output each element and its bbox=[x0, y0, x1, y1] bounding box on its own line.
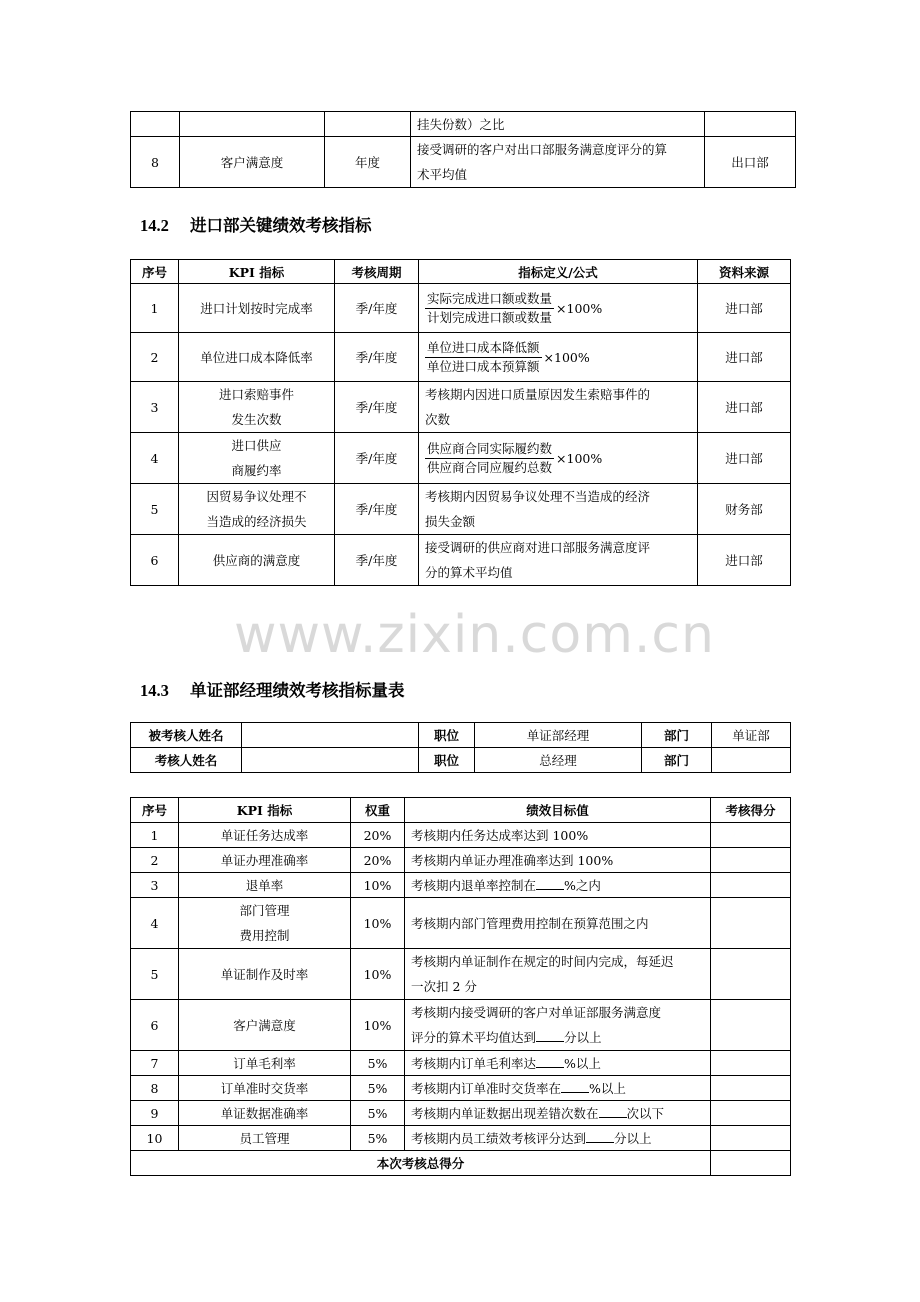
score-cell[interactable] bbox=[711, 1051, 791, 1076]
formula-cell bbox=[419, 284, 698, 333]
table-row bbox=[131, 284, 791, 333]
import-kpi-table bbox=[130, 259, 791, 586]
header-definition: 指标定义/公式 bbox=[419, 260, 698, 284]
section-heading-14-3 bbox=[140, 677, 405, 701]
kpi-cell: 单证制作及时率 bbox=[179, 949, 351, 1000]
kpi-cell: 因贸易争议处理不 当造成的经济损失 bbox=[179, 484, 335, 535]
examiner-value bbox=[242, 748, 419, 773]
source-cell: 财务部 bbox=[698, 484, 791, 535]
table-row bbox=[131, 484, 791, 535]
section-number: 14.2 bbox=[140, 216, 169, 235]
row-number: 5 bbox=[131, 484, 179, 535]
position-value: 单证部经理 bbox=[475, 723, 642, 748]
position-value: 总经理 bbox=[475, 748, 642, 773]
weight-cell: 10% bbox=[351, 1000, 405, 1051]
period-cell: 季/年度 bbox=[335, 433, 419, 484]
score-cell[interactable] bbox=[711, 1076, 791, 1101]
table-row bbox=[131, 112, 796, 137]
table-row bbox=[131, 848, 791, 873]
table-total-row bbox=[131, 1151, 791, 1176]
source-cell: 进口部 bbox=[698, 535, 791, 586]
target-cell: 考核期内单证制作在规定的时间内完成，每延迟 一次扣 2 分 bbox=[405, 949, 711, 1000]
total-score-label: 本次考核总得分 bbox=[131, 1151, 711, 1176]
kpi-cell: 客户满意度 bbox=[180, 137, 325, 188]
kpi-cell: 员工管理 bbox=[179, 1126, 351, 1151]
header-kpi: KPI 指标 bbox=[179, 798, 351, 823]
kpi-cell: 单证数据准确率 bbox=[179, 1101, 351, 1126]
formula: 供应商合同实际履约数 供应商合同应履约总数 ×100% bbox=[427, 440, 603, 475]
formula-cell bbox=[419, 333, 698, 382]
definition-cell: 挂失份数）之比 bbox=[411, 112, 705, 137]
row-number: 8 bbox=[131, 1076, 179, 1101]
definition-cell: 接受调研的供应商对进口部服务满意度评 分的算术平均值 bbox=[419, 535, 698, 586]
examiner-label: 考核人姓名 bbox=[131, 748, 242, 773]
kpi-cell: 供应商的满意度 bbox=[179, 535, 335, 586]
definition-cell: 考核期内因贸易争议处理不当造成的经济 损失金额 bbox=[419, 484, 698, 535]
section-title: 单证部经理绩效考核指标量表 bbox=[190, 681, 405, 700]
row-number: 3 bbox=[131, 873, 179, 898]
blank-line bbox=[561, 1080, 589, 1093]
row-number: 8 bbox=[131, 137, 180, 188]
source-cell: 进口部 bbox=[698, 433, 791, 484]
period-cell: 季/年度 bbox=[335, 333, 419, 382]
row-number: 5 bbox=[131, 949, 179, 1000]
header-no: 序号 bbox=[131, 798, 179, 823]
table-row bbox=[131, 433, 791, 484]
kpi-cell: 单证任务达成率 bbox=[179, 823, 351, 848]
source-cell: 进口部 bbox=[698, 333, 791, 382]
blank-line bbox=[586, 1130, 614, 1143]
weight-cell: 10% bbox=[351, 898, 405, 949]
table-row bbox=[131, 1126, 791, 1151]
formula: 实际完成进口额或数量 计划完成进口额或数量 ×100% bbox=[427, 290, 603, 325]
table-row bbox=[131, 382, 791, 433]
table-row bbox=[131, 1101, 791, 1126]
score-cell[interactable] bbox=[711, 1126, 791, 1151]
watermark-text: www.zixin.com.cn bbox=[234, 605, 715, 665]
target-cell: 考核期内接受调研的客户对单证部服务满意度 评分的算术平均值达到 分以上 bbox=[405, 1000, 711, 1051]
position-label: 职位 bbox=[419, 723, 475, 748]
row-number: 7 bbox=[131, 1051, 179, 1076]
kpi-cell: 订单准时交货率 bbox=[179, 1076, 351, 1101]
examinee-label: 被考核人姓名 bbox=[131, 723, 242, 748]
score-cell[interactable] bbox=[711, 898, 791, 949]
score-cell[interactable] bbox=[711, 1000, 791, 1051]
header-target: 绩效目标值 bbox=[405, 798, 711, 823]
header-kpi: KPI 指标 bbox=[179, 260, 335, 284]
table-row bbox=[131, 1051, 791, 1076]
formula-cell bbox=[419, 433, 698, 484]
table-top-continuation bbox=[130, 111, 796, 188]
source-cell: 进口部 bbox=[698, 382, 791, 433]
score-cell[interactable] bbox=[711, 848, 791, 873]
row-number: 6 bbox=[131, 1000, 179, 1051]
target-cell: 考核期内订单准时交货率在 %以上 bbox=[405, 1076, 711, 1101]
source-cell: 进口部 bbox=[698, 284, 791, 333]
kpi-cell: 进口计划按时完成率 bbox=[179, 284, 335, 333]
kpi-cell: 单位进口成本降低率 bbox=[179, 333, 335, 382]
weight-cell: 20% bbox=[351, 823, 405, 848]
period-cell: 季/年度 bbox=[335, 382, 419, 433]
row-number: 6 bbox=[131, 535, 179, 586]
target-cell: 考核期内部门管理费用控制在预算范围之内 bbox=[405, 898, 711, 949]
table-row bbox=[131, 535, 791, 586]
row-number: 4 bbox=[131, 898, 179, 949]
kpi-cell: 进口供应 商履约率 bbox=[179, 433, 335, 484]
row-number: 1 bbox=[131, 284, 179, 333]
target-cell: 考核期内单证数据出现差错次数在 次以下 bbox=[405, 1101, 711, 1126]
definition-cell: 接受调研的客户对出口部服务满意度评分的算 术平均值 bbox=[411, 137, 705, 188]
total-score-cell[interactable] bbox=[711, 1151, 791, 1176]
table-row bbox=[131, 1000, 791, 1051]
kpi-cell: 单证办理准确率 bbox=[179, 848, 351, 873]
blank-line bbox=[536, 1055, 564, 1068]
manager-kpi-table bbox=[130, 797, 791, 1176]
blank-line bbox=[536, 877, 564, 890]
row-number: 1 bbox=[131, 823, 179, 848]
period-cell: 季/年度 bbox=[335, 484, 419, 535]
table-header-row bbox=[131, 260, 791, 284]
header-period: 考核周期 bbox=[335, 260, 419, 284]
table-row bbox=[131, 137, 796, 188]
dept-label: 部门 bbox=[642, 723, 712, 748]
blank-line bbox=[536, 1029, 564, 1042]
header-source: 资料来源 bbox=[698, 260, 791, 284]
formula: 单位进口成本降低额 单位进口成本预算额 ×100% bbox=[427, 339, 590, 374]
kpi-cell: 客户满意度 bbox=[179, 1000, 351, 1051]
source-cell: 出口部 bbox=[705, 137, 796, 188]
period-cell: 季/年度 bbox=[335, 535, 419, 586]
table-row bbox=[131, 748, 791, 773]
table-row bbox=[131, 949, 791, 1000]
dept-value: 单证部 bbox=[712, 723, 791, 748]
score-cell[interactable] bbox=[711, 949, 791, 1000]
table-row bbox=[131, 723, 791, 748]
row-number: 4 bbox=[131, 433, 179, 484]
weight-cell: 5% bbox=[351, 1076, 405, 1101]
target-cell: 考核期内任务达成率达到 100% bbox=[405, 823, 711, 848]
position-label: 职位 bbox=[419, 748, 475, 773]
examinee-value bbox=[242, 723, 419, 748]
table-row bbox=[131, 823, 791, 848]
table-header-row bbox=[131, 798, 791, 823]
kpi-cell: 订单毛利率 bbox=[179, 1051, 351, 1076]
dept-value bbox=[712, 748, 791, 773]
target-cell: 考核期内退单率控制在 %之内 bbox=[405, 873, 711, 898]
section-number: 14.3 bbox=[140, 681, 169, 700]
weight-cell: 5% bbox=[351, 1101, 405, 1126]
table-row bbox=[131, 898, 791, 949]
header-no: 序号 bbox=[131, 260, 179, 284]
table-row bbox=[131, 873, 791, 898]
dept-label: 部门 bbox=[642, 748, 712, 773]
target-cell: 考核期内单证办理准确率达到 100% bbox=[405, 848, 711, 873]
row-number: 9 bbox=[131, 1101, 179, 1126]
weight-cell: 5% bbox=[351, 1126, 405, 1151]
kpi-cell: 部门管理 费用控制 bbox=[179, 898, 351, 949]
definition-cell: 考核期内因进口质量原因发生索赔事件的 次数 bbox=[419, 382, 698, 433]
kpi-cell: 进口索赔事件 发生次数 bbox=[179, 382, 335, 433]
header-score: 考核得分 bbox=[711, 798, 791, 823]
section-title: 进口部关键绩效考核指标 bbox=[190, 216, 372, 235]
target-cell: 考核期内订单毛利率达 %以上 bbox=[405, 1051, 711, 1076]
period-cell: 年度 bbox=[325, 137, 411, 188]
target-cell: 考核期内员工绩效考核评分达到 分以上 bbox=[405, 1126, 711, 1151]
table-row bbox=[131, 333, 791, 382]
kpi-cell: 退单率 bbox=[179, 873, 351, 898]
row-number: 2 bbox=[131, 848, 179, 873]
weight-cell: 10% bbox=[351, 949, 405, 1000]
row-number: 2 bbox=[131, 333, 179, 382]
weight-cell: 5% bbox=[351, 1051, 405, 1076]
examinee-info-table bbox=[130, 722, 791, 773]
table-row bbox=[131, 1076, 791, 1101]
score-cell[interactable] bbox=[711, 1101, 791, 1126]
weight-cell: 10% bbox=[351, 873, 405, 898]
section-heading-14-2 bbox=[140, 212, 372, 236]
row-number: 10 bbox=[131, 1126, 179, 1151]
row-number: 3 bbox=[131, 382, 179, 433]
score-cell[interactable] bbox=[711, 873, 791, 898]
score-cell[interactable] bbox=[711, 823, 791, 848]
header-weight: 权重 bbox=[351, 798, 405, 823]
period-cell: 季/年度 bbox=[335, 284, 419, 333]
weight-cell: 20% bbox=[351, 848, 405, 873]
blank-line bbox=[599, 1105, 627, 1118]
